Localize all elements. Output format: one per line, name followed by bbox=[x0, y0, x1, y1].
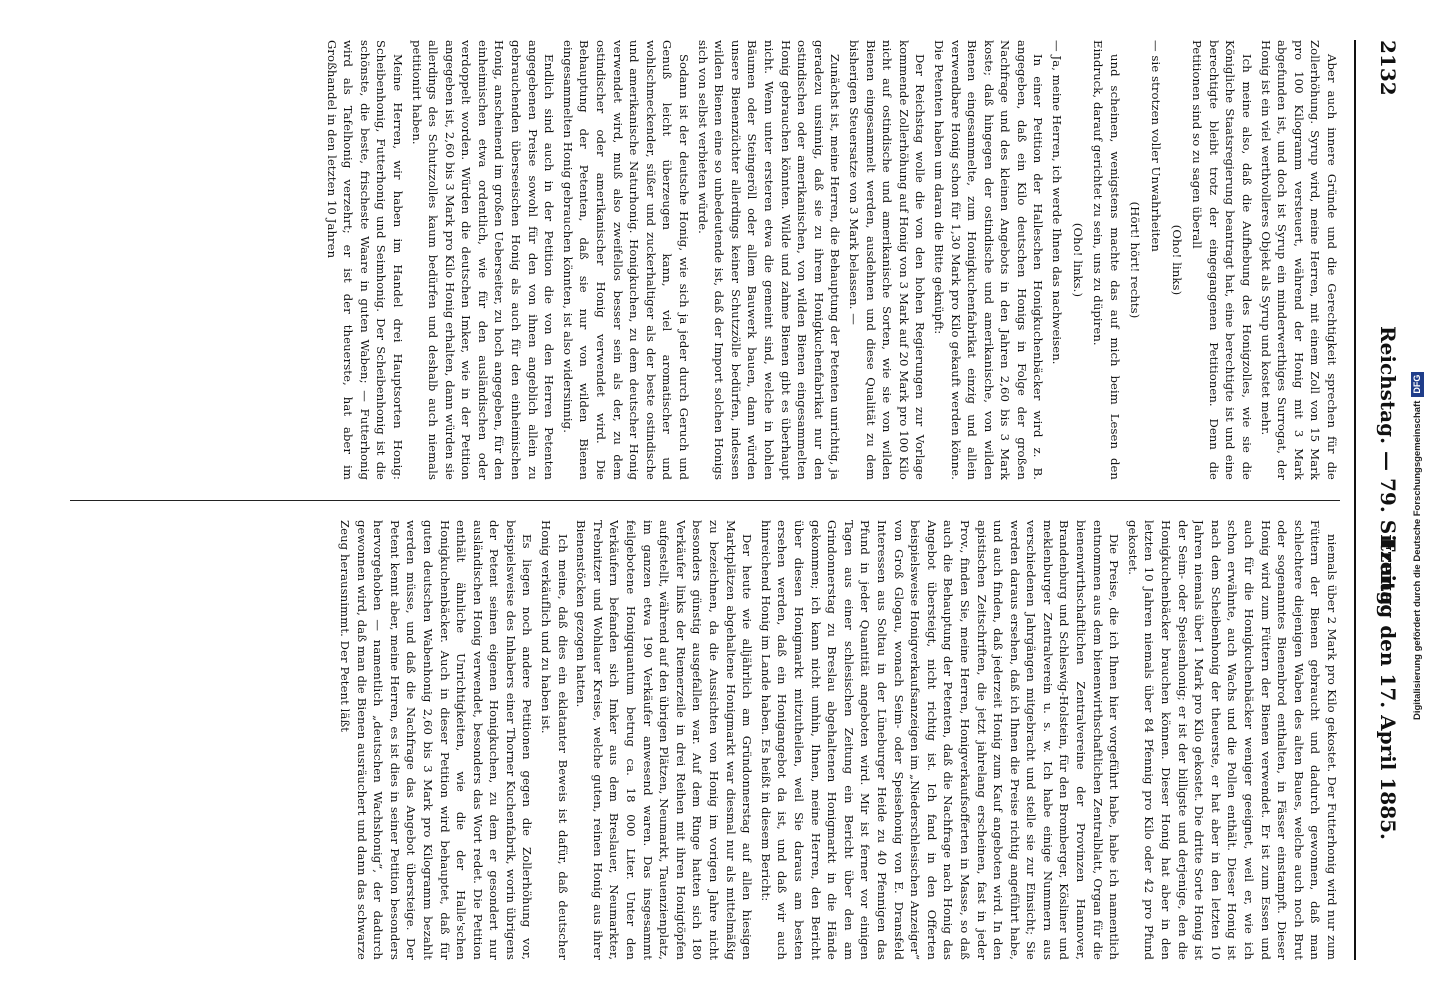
paragraph: und scheinen, wenigstens machte das auf mich beim Lesen den Eindruck, darauf gerichtet zu sein, uns zu düpiren. bbox=[1091, 40, 1122, 480]
page-header bbox=[1366, 40, 1406, 960]
paragraph: Der Reichstag wolle die von den hohen Regierungen zur Vorlage kommende Zollerhöhung auf Honig von 3 Mark auf 20 Mark pro 100 Kilo nicht auf ostindische und amerikanische Sorten, wie sie von wilden Bienen eingesammelt werden, ausdehnen und diese Qualität zu dem bisherigen Steuersatze von 3 Mark belassen. — bbox=[846, 40, 928, 480]
paragraph: Der heute wie alljährlich am Gründonnerstag auf allen hiesigen Marktplätzen abgehaltene Honigmarkt war diesmal nur als mittelmäßig zu bezeichnen, da die Aussichten von Honig im vorigen Jahre nicht besonders günstig ausgefallen war. Auf dem Ringe hatten sich 180 Verkäufer links der Riemerzeile in drei Reihen mit ihren Honigtöpfen aufgestellt, während auf den übrigen Plätzen, Neumarkt, Tauenzienplatz, im ganzen etwa 190 Verkäufer anwesend waren. Das insgesammt feilgebotene Honigquantum betrug ca. 18 000 Liter. Unter den Verkäufern befanden sich Imker aus dem Breslauer, Neumarkter, Trebnitzer und Wohlauer Kreise, welche guten, reinen Honig aus ihrer Bienenstöcken gezogen hatten. bbox=[574, 520, 755, 960]
paragraph: Zunächst ist, meine Herren, die Behauptung der Petenten unrichtig, ja geradezu unsinnig, daß sie zu ihrem Honigkuchenfabrikat nur den ostindischen oder amerikanischen, von wilden Bienen eingesammelten Honig gebrauchen könnten. Wilde und zahme Bienen gibt es überhaupt nicht. Wenn unter ersteren etwa die gemeint sind, welche in hohlen Bäumen oder Steingeröll oder allem Bauwerk bauen, dann würden unsere Bienenzüchter allerdings keiner Schutzzölle bedürfen, indessen wilden Bienen eine so unbedeutende ist, daß der Import solchen Honigs sich von selbst verbieten würde. bbox=[695, 40, 843, 480]
left-text-column bbox=[60, 40, 1340, 480]
header-rule bbox=[1354, 40, 1356, 960]
dfg-logo: DFG bbox=[1411, 372, 1424, 397]
watermark-text: Digitalisierung gefördert durch die Deutsche Forschungsgemeinschaft bbox=[1411, 400, 1423, 720]
date-heading: Freitag den 17. April 1885. bbox=[1376, 537, 1400, 840]
paragraph: Sodann ist der deutsche Honig, wie sich ja jeder durch Geruch und Genuß leicht überzeugen kann, viel aromatischer und wohlschmeckender, süßer und zuckerhaltiger als der beste ostindische und amerikanische Naturhonig. Honigkuchen, zu dem deutscher Honig verwendet wird, muß also zweifellos besser sein als der, zu dem ostindischer oder amerikanischer Honig verwendet wird. Die Behauptung der Petenten, daß sie nur von wilden Bienen eingesammelten Honig gebrauchen könnten, ist also widersinnig. bbox=[560, 40, 692, 480]
paragraph: Meine Herren, wir haben im Handel drei Hauptsorten Honig: Scheibenhonig, Futterhonig und Seimhonig. Der Scheibenhonig ist die schönste, die beste, frischeste Waare in guten Waben; — Futterhonig wird als Tafelhonig verzehrt; er ist der theuerste, hat aber im Großhandel in den letzten 10 Jahren bbox=[324, 40, 405, 480]
column-divider bbox=[70, 500, 1340, 501]
interjection: (Hört! hört! rechts) bbox=[1128, 201, 1143, 319]
right-text-column bbox=[60, 520, 1340, 960]
session-heading: Reichstag. — 79. Sitzung. bbox=[1376, 326, 1400, 613]
interjection: (Oho! links.) bbox=[1070, 222, 1085, 298]
interjection: (Oho! links) bbox=[1169, 224, 1184, 296]
paragraph: — sie strotzen voller Unwahrheiten bbox=[1149, 40, 1164, 252]
page-number: 2132 bbox=[1376, 40, 1400, 96]
dfg-watermark bbox=[1408, 20, 1426, 720]
paragraph: — Ja, meine Herren, ich werde Ihnen das nachweisen. bbox=[1050, 40, 1065, 365]
paragraph: Endlich sind auch in der Petition die von den Herren Petenten angegebenen Preise sowohl für den von ihnen angeblich allein zu gebrauchenden überseeischen Honig als auch für den einheimischen Honig, anscheinend im großen Ueberseiter, zu hoch angegeben, für den einheimischen etwa ordentlich, wie für den ausländischen oder verdoppelt worden. Würden die deutschen Imker, wie in der Petition angegeben ist, 2,60 bis 3 Mark pro Kilo Honig erhalten, dann würden sie allerdings des Schutzzolles kaum bedürfen und deshalb auch niemals petitionirt haben. bbox=[409, 40, 557, 480]
paragraph: niemals über 2 Mark pro Kilo gekostet. Der Futterhonig wird nur zum Füttern der Bienen gebraucht und dadurch gewonnen, daß man schlechtere diejenigen Waben des alten Baues, welche auch noch Brut oder sogenanntes Bienenbrod enthalten, in Fässer einstampft. Dieser Honig wird zum Füttern der Bienen verwendet. Er ist zum Essen und auch für die Honigkuchenbäcker weniger geeignet, weil er, wie ich schon erwähnte, auch Wachs und die Pollen enthält. Dieser Honig ist nach dem Scheibenhonig der theuerste, er hat aber in den letzten 10 Jahren niemals über 1 Mark pro Kilo gekostet. Die dritte Sorte Honig ist der Seim- oder Speisenhonig; er ist der billigste und derjenige, den die Honigkuchenbäcker brauchen können. Dieser Honig hat aber in den letzten 10 Jahren niemals über 84 Pfennig pro Kilo oder 42 pro Pfund gekostet. bbox=[1125, 520, 1339, 960]
paragraph: Aber auch innere Gründe und die Gerechtigkeit sprechen für die Zollerhöhung. Syrup wird, meine Herren, mit einem Zoll von 15 Mark pro 100 Kilogramm versteuert, während der Honig mit 3 Mark abgefunden ist, und doch ist Syrup ein minderwerthiges Surrogat, der Honig ist ein viel werthvolleres Objekt als Syrup und kostet mehr. bbox=[1258, 40, 1339, 480]
paragraph: Die Preise, die ich Ihnen hier vorgeführt habe, habe ich namentlich entnommen aus dem bienenwirthschaftlichen Zentralblatt, Organ für die bienenwirthschaftlichen Zentralvereine der Provinzen Hannover, Brandenburg und Schleswig-Holstein, für den Bromberger, Kösliner und meklenburger Zentralverein u. s. w. Ich habe einige Nummern aus verschiedenen Jahrgängen mitgebracht und stelle sie zur Einsicht; Sie werden daraus ersehen, daß ich Ihnen die Preise richtig angeführt habe, und auch finden, daß jederzeit Honig zum Kauf angeboten wird. In den apistischen Zeitschriften, die jetzt jahrelang erscheinen, fast in jeder Prov., finden Sie, meine Herren, Honigverkaufsofferten in Masse, so daß auch die Behauptung der Petenten, daß die Nachfrage nach Honig das Angebot übersteigt, nicht richtig ist. Ich fand in den Offerten beispielsweise Honigverkaufsanzeigen im „Niederschlesischen Anzeiger“ von Groß Glogau, wonach Seim- oder Speisehonig von E. Dransfeld Interessen aus Soltau in der Lüneburger Heide zu 40 Pfennigen das Pfund in jeder Quantität angeboten wird. Mir ist ferner vor einigen Tagen aus einer schlesischen Zeitung ein Bericht über den am Grindonnerstag zu Breslau abgehaltenen Honigmarkt in die Hände gekommen; ich kann nicht umhin, Ihnen, meine Herren, den Bericht über diesen Honigmarkt mitzutheilen, weil Sie daraus am besten ersehen werden, daß ein Honigangebot da ist, und daß wir auch hinreichend Honig im Lande haben. Es heißt in diesem Bericht: bbox=[758, 520, 1122, 960]
paragraph: In einer Petition der Halleschen Honigkuchenbäcker wird z. B. angegeben, daß ein Kilo deutschen Honigs in Folge der großen Nachfrage und des kleinen Angebots in den Jahren 2,60 bis 3 Mark koste; daß hingegen der ostindische und amerikanische, von wilden Bienen eingesammelte, zum Honigkuchenfabrikat einzig und allein verwendbare Honig schon für 1,30 Mark pro Kilo gekauft werden könne. Die Petenten haben um daran die Bitte geknüpft: bbox=[931, 40, 1046, 480]
paragraph: Ich meine also, daß die Aufhebung des Honigzolles, wie sie die Königliche Staatsregierung beantragt hat, eine berechtigte ist und eine berechtigte bleibt trotz der eingegangenen Petitionen. Denn die Petitionen sind so zu sagen überall bbox=[1190, 40, 1255, 480]
paragraph: Ich meine, daß dies ein eklatanter Beweis ist dafür, daß deutscher Honig verkäuflich und zu haben ist. bbox=[539, 520, 570, 960]
paragraph: Es liegen noch andere Petitionen gegen die Zollerhöhung vor, beispielsweise des Inhabers einer Thorner Kuchenfabrik, worin übrigens der Petent seinen eigenen Honigkuchen, zu dem er gesondert nur ausländischen Honig verwendet, besonders das Wort redet. Die Petition enthält ähnliche Unrichtigkeiten, wie die der Halle'schen Honigkuchenbäcker. Auch in dieser Petition wird behauptet, daß für guten deutschen Wabenhonig 2,60 bis 3 Mark pro Kilogramm bezahlt werden müsse, und daß die Nachfrage das Angebot übersteige. Der Petent kennt aber, meine Herren, es ist dies in seiner Petition besonders hervorgehoben — namentlich „deutschen Wachshonig“, der dadurch gewonnen wird, daß man die Bienen ausräuchert und dann das schwarze Zeug herausnimmt. Der Petent läßt bbox=[337, 520, 535, 960]
